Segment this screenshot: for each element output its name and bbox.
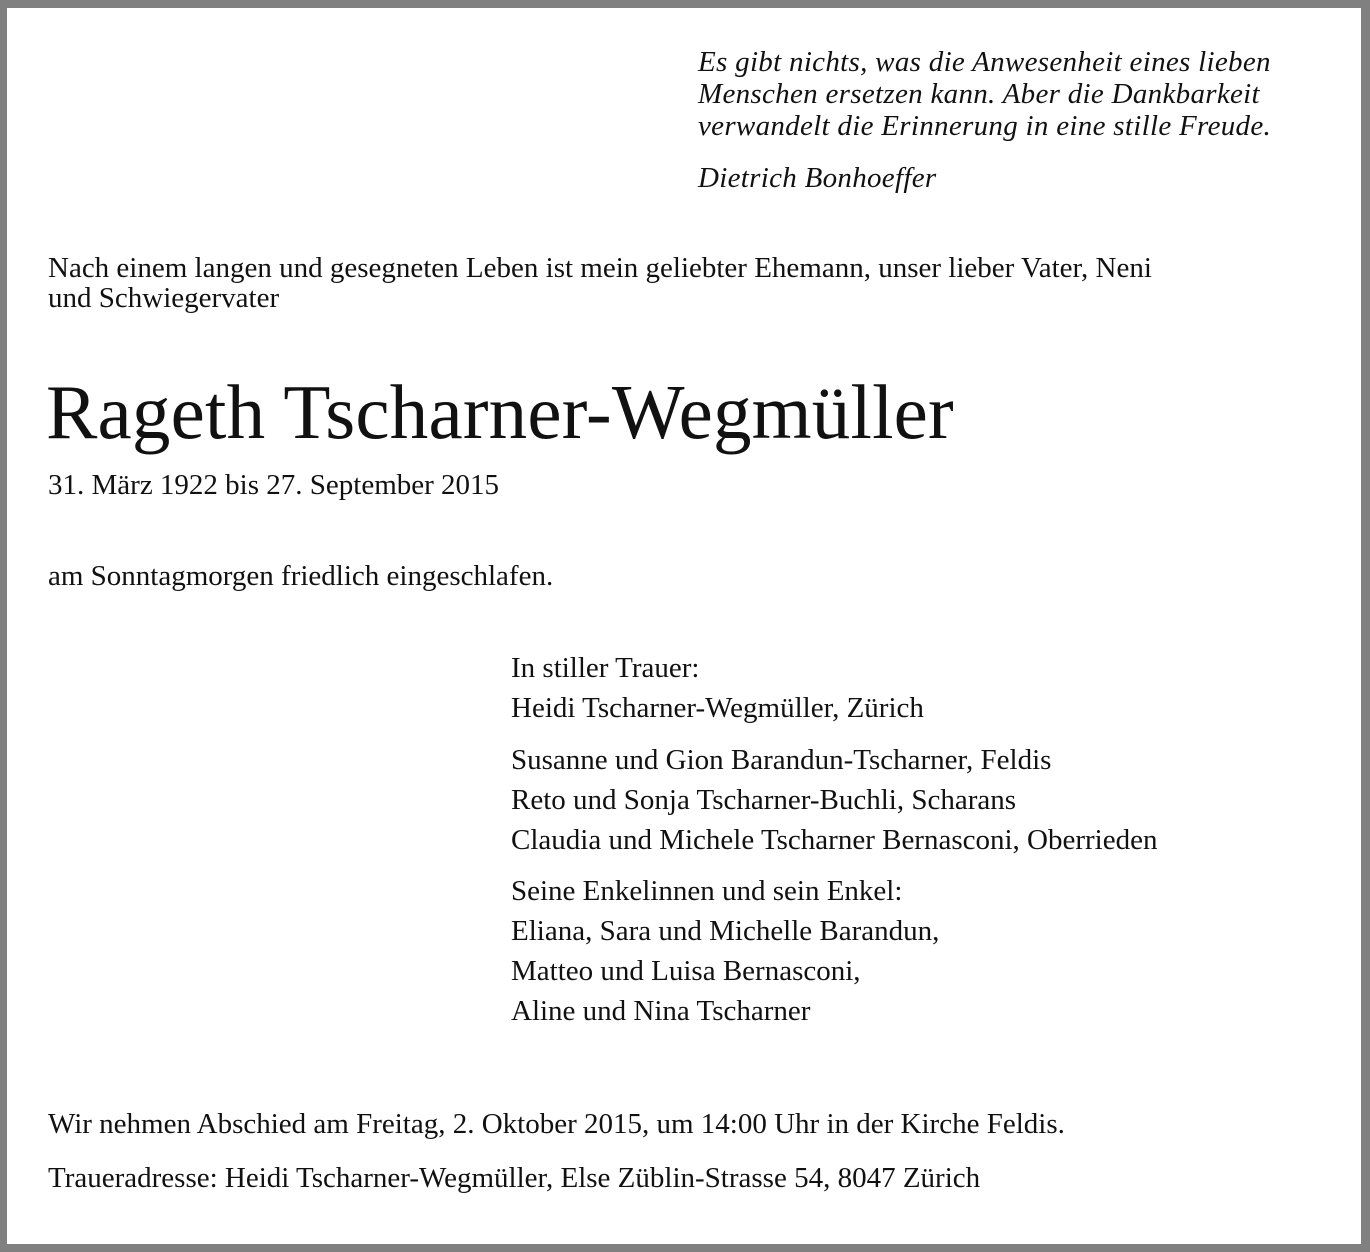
- farewell-text: Wir nehmen Abschied am Freitag, 2. Oktober 2015, um 14:00 Uhr in der Kirche Feldis.: [48, 1108, 1065, 1140]
- quote-line: Menschen ersetzen kann. Aber die Dankbarkeit: [698, 78, 1260, 110]
- obituary-notice: [7, 8, 1361, 1244]
- mourner-grandchild: Eliana, Sara und Michelle Barandun,: [511, 915, 940, 947]
- mourning-address: Traueradresse: Heidi Tscharner-Wegmüller, Else Züblin-Strasse 54, 8047 Zürich: [48, 1162, 981, 1194]
- quote: [698, 46, 1338, 142]
- mourner-child: Claudia und Michele Tscharner Bernasconi, Oberrieden: [511, 824, 1158, 856]
- mourner-child: Reto und Sonja Tscharner-Buchli, Scharans: [511, 784, 1017, 816]
- intro-text: [48, 253, 1348, 313]
- mourners-block: [511, 648, 1157, 1031]
- mourner-spouse: Heidi Tscharner-Wegmüller, Zürich: [511, 692, 924, 724]
- quote-line: verwandelt die Erinnerung in eine stille Freude.: [698, 110, 1272, 142]
- deceased-name: Rageth Tscharner-Wegmüller: [46, 369, 954, 455]
- mourners-heading: In stiller Trauer:: [511, 652, 700, 684]
- intro-line: und Schwiegervater: [48, 282, 280, 314]
- grandchildren-heading: Seine Enkelinnen und sein Enkel:: [511, 875, 903, 907]
- intro-line: Nach einem langen und gesegneten Leben ist mein geliebter Ehemann, unser lieber Vater, Neni: [48, 252, 1152, 284]
- passing-text: am Sonntagmorgen friedlich eingeschlafen.: [48, 560, 554, 592]
- mourner-child: Susanne und Gion Barandun-Tscharner, Feldis: [511, 744, 1052, 776]
- life-dates: 31. März 1922 bis 27. September 2015: [48, 469, 500, 501]
- mourner-grandchild: Matteo und Luisa Bernasconi,: [511, 955, 861, 987]
- quote-line: Es gibt nichts, was die Anwesenheit eines lieben: [698, 46, 1271, 78]
- mourner-grandchild: Aline und Nina Tscharner: [511, 995, 811, 1027]
- quote-author: Dietrich Bonhoeffer: [698, 162, 937, 194]
